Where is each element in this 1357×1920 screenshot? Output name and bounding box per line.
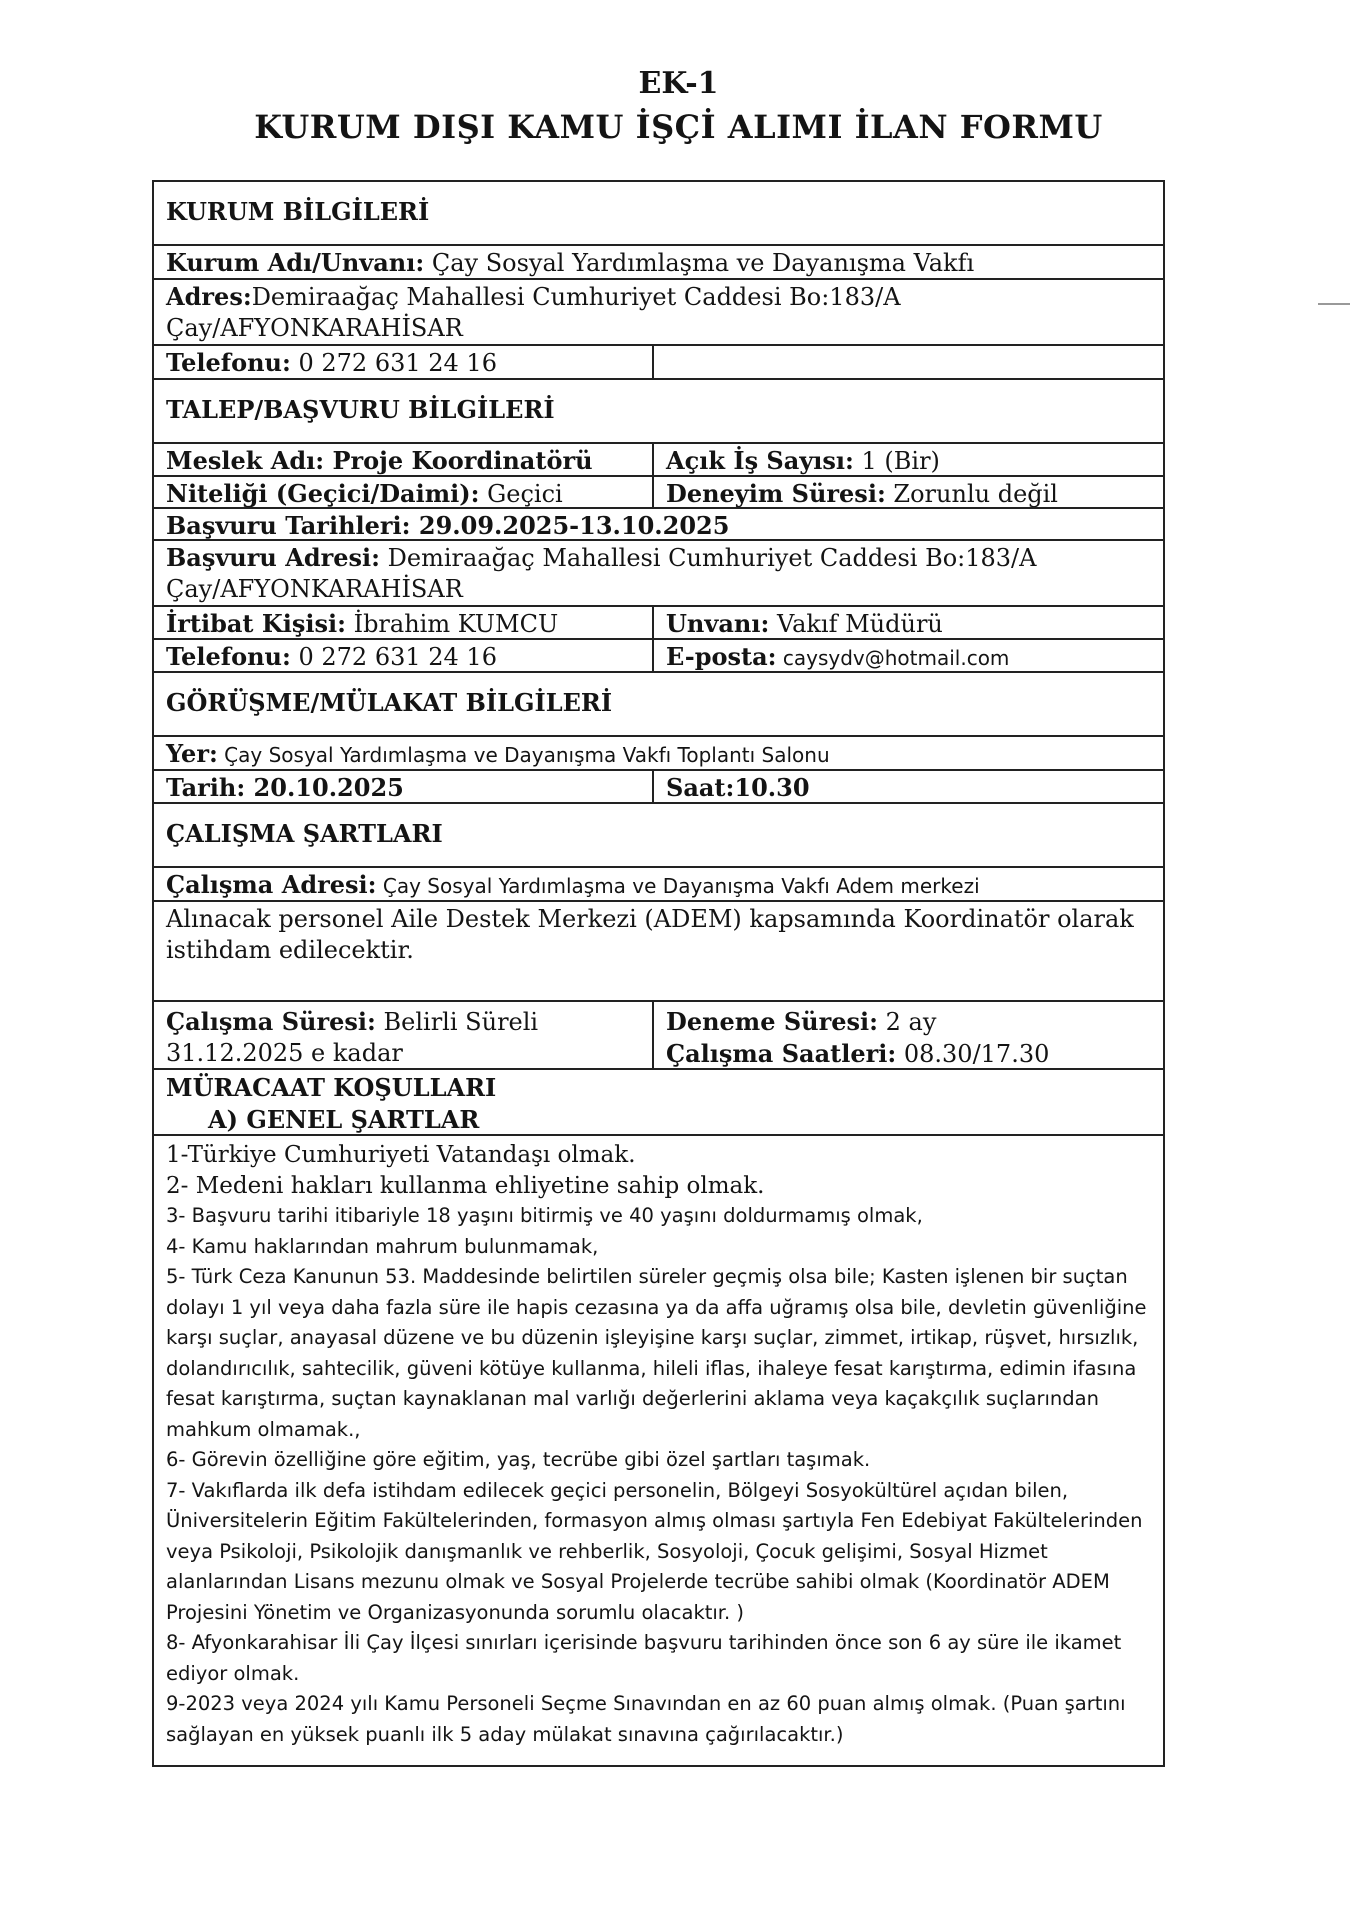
list-item: 7- Vakıflarda ilk defa istihdam edilecek geçici personelin, Bölgeyi Sosyokültürel açıdan bilen, Üniversitelerin Eğitim Fakültelerinden, formasyon almış olması şartıyla Fen Edebiyat Fakültelerinden veya Psikoloji, Psikolojik danışmanlık ve rehberlik, Sosyoloji, Çocuk gelişimi, Sosyal Hizmet alanlarından Lisans mezunu olmak ve Sosyal Projelerde tecrübe sahibi olmak (Koordinatör ADEM Projesini Yönetim ve Organizasyonunda sorumlu olacaktır. ) — [166, 1478, 1143, 1624]
open-positions: 1 (Bir) — [853, 447, 940, 475]
contact-phone: 0 272 631 24 16 — [290, 643, 497, 671]
field-label: Kurum Adı/Unvanı: — [166, 248, 425, 277]
list-item: 9-2023 veya 2024 yılı Kamu Personeli Seçme Sınavından en az 60 puan almış olmak. (Puan şartını sağlayan en yüksek puanlı ilk 5 aday mülakat sınavına çağırılacaktır.) — [166, 1692, 1126, 1746]
empty-cell — [654, 346, 1163, 378]
contact-email: caysydv@hotmail.com — [776, 646, 1010, 670]
field-label: Niteliği (Geçici/Daimi): — [166, 479, 480, 507]
application-dates: Başvuru Tarihleri: 29.09.2025-13.10.2025 — [166, 511, 730, 539]
contact-title: Vakıf Müdürü — [769, 610, 943, 638]
meslek-row — [154, 444, 1163, 477]
application-dates-row — [154, 509, 1163, 541]
work-duration: Belirli Süreli — [375, 1008, 539, 1036]
document-label: EK-1 — [638, 66, 719, 101]
field-label: Başvuru Adresi: — [166, 543, 380, 572]
field-label: E-posta: — [666, 642, 777, 671]
work-address-row — [154, 868, 1163, 902]
announcement-form — [152, 180, 1165, 1767]
muracaat-section-header — [154, 1070, 1163, 1136]
application-address-row — [154, 541, 1163, 607]
nitelik-row — [154, 477, 1163, 509]
field-label: Telefonu: — [166, 348, 291, 377]
interview-date: Tarih: 20.10.2025 — [166, 773, 404, 802]
field-label: Çalışma Saatleri: — [666, 1039, 897, 1068]
job-nature: Geçici — [479, 480, 563, 507]
kurum-address-row — [154, 280, 1163, 346]
occupation: Meslek Adı: Proje Koordinatörü — [166, 446, 593, 475]
experience-required: Zorunlu değil — [885, 480, 1058, 507]
application-address: Demiraağaç Mahallesi Cumhuriyet Caddesi Bo:183/A Çay/AFYONKARAHİSAR — [166, 544, 1037, 603]
list-item: 4- Kamu haklarından mahrum bulunmamak, — [166, 1234, 599, 1258]
list-item: 8- Afyonkarahisar İli Çay İlçesi sınırları içerisinde başvuru tarihinden önce son 6 ay süre ile ikamet ediyor olmak. — [166, 1631, 1122, 1685]
requirements-list — [154, 1136, 1163, 1767]
list-item: 5- Türk Ceza Kanunun 53. Maddesinde belirtilen süreler geçmiş olsa bile; Kasten işlenen bir suçtan dolayı 1 yıl veya daha fazla süre ile hapis cezasına ya da affa uğramış olsa bile, devletin güvenliğine karşı suçlar, anayasal düzene ve bu düzenin işleyişine karşı suçlar, zimmet, irtikap, rüşvet, hırsızlık, dolandırıcılık, sahtecilik, güveni kötüye kullanma, hileli iflas, ihaleye fesat karıştırma, edimin ifasına fesat karıştırma, suçtan kaynaklanan mal varlığı değerlerini aklama veya kaçakçılık suçlarından mahkum olmamak., — [166, 1265, 1147, 1441]
section-title: MÜRACAAT KOŞULLARI — [166, 1073, 497, 1102]
gorusme-section-header — [154, 673, 1163, 737]
work-end-date: 31.12.2025 e kadar — [166, 1039, 403, 1067]
kurum-section-header — [154, 182, 1163, 246]
kurum-name-row — [154, 246, 1163, 280]
margin-mark — [1318, 303, 1350, 305]
list-item: 2- Medeni hakları kullanma ehliyetine sahip olmak. — [166, 1172, 765, 1199]
field-label: Adres: — [166, 282, 252, 311]
section-title: KURUM BİLGİLERİ — [166, 197, 430, 226]
field-label: Deneme Süresi: — [666, 1007, 879, 1036]
work-description-row — [154, 902, 1163, 1002]
list-item: 1-Türkiye Cumhuriyeti Vatandaşı olmak. — [166, 1142, 636, 1168]
field-label: Unvanı: — [666, 609, 770, 638]
section-title: GÖRÜŞME/MÜLAKAT BİLGİLERİ — [166, 688, 613, 717]
talep-section-header — [154, 380, 1163, 444]
interview-time: Saat:10.30 — [666, 773, 810, 802]
calisma-section-header — [154, 804, 1163, 868]
field-label: Çalışma Süresi: — [166, 1007, 376, 1036]
section-title: TALEP/BAŞVURU BİLGİLERİ — [166, 395, 555, 424]
list-item: 3- Başvuru tarihi itibariyle 18 yaşını bitirmiş ve 40 yaşını doldurmamış olmak, — [166, 1204, 923, 1227]
interview-location-row — [154, 737, 1163, 771]
interview-location: Çay Sosyal Yardımlaşma ve Dayanışma Vakfı Toplantı Salonu — [217, 743, 830, 767]
field-label: Deneyim Süresi: — [666, 479, 886, 507]
field-label: Çalışma Adresi: — [166, 870, 377, 899]
field-label: Açık İş Sayısı: — [666, 446, 854, 475]
list-item: 6- Görevin özelliğine göre eğitim, yaş, tecrübe gibi özel şartları taşımak. — [166, 1448, 871, 1471]
section-title: ÇALIŞMA ŞARTLARI — [166, 819, 443, 848]
institution-address: Demiraağaç Mahallesi Cumhuriyet Caddesi Bo:183/A Çay/AFYONKARAHİSAR — [166, 283, 901, 342]
work-description: Alınacak personel Aile Destek Merkezi (ADEM) kapsamında Koordinatör olarak istihdam edilecektir. — [166, 905, 1134, 964]
probation-period: 2 ay — [878, 1008, 937, 1036]
kurum-phone-row — [154, 346, 1163, 380]
institution-phone: 0 272 631 24 16 — [290, 349, 497, 377]
interview-datetime-row — [154, 771, 1163, 804]
contact-person: İbrahim KUMCU — [345, 610, 559, 638]
institution-name: Çay Sosyal Yardımlaşma ve Dayanışma Vakfı — [424, 249, 975, 277]
working-hours: 08.30/17.30 — [896, 1040, 1050, 1068]
field-label: İrtibat Kişisi: — [166, 609, 346, 638]
field-label: Yer: — [166, 739, 218, 768]
subsection-title: A) GENEL ŞARTLAR — [208, 1105, 480, 1134]
document-title: KURUM DIŞI KAMU İŞÇİ ALIMI İLAN FORMU — [254, 108, 1103, 146]
contact-row — [154, 607, 1163, 640]
contact-phone-row — [154, 640, 1163, 673]
field-label: Telefonu: — [166, 642, 291, 671]
work-address: Çay Sosyal Yardımlaşma ve Dayanışma Vakfı Adem merkezi — [376, 874, 980, 898]
work-terms-row — [154, 1002, 1163, 1070]
